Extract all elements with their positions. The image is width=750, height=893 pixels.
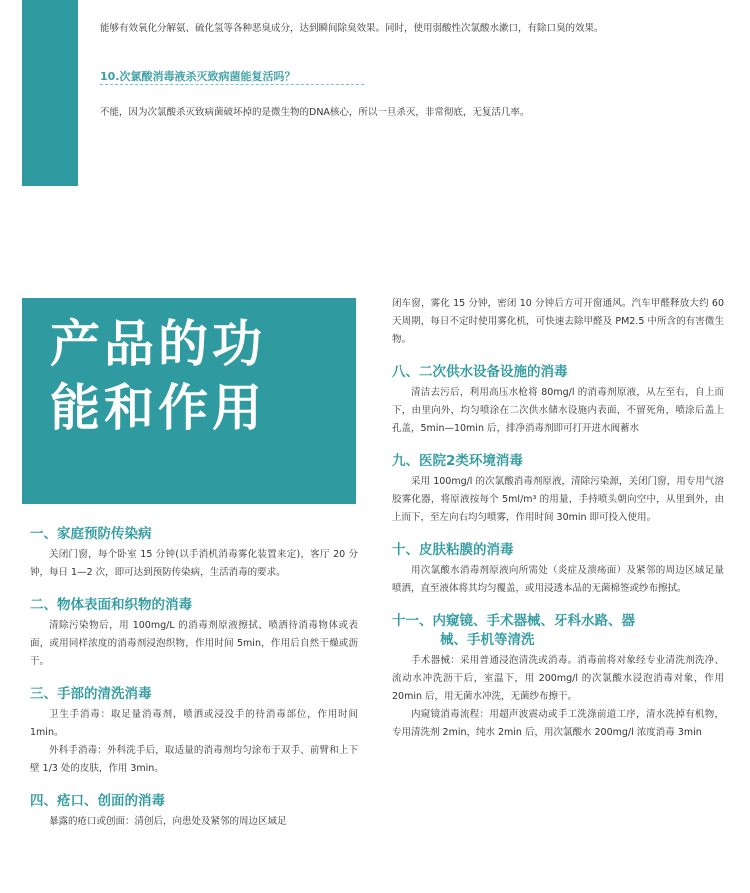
banner-title-line-2: 能和作用 [50, 379, 266, 437]
intro-paragraph: 能够有效氧化分解氨、硫化氢等各种恶臭成分，达到瞬间除臭效果。同时，使用弱酸性次氯酸水漱口，有除口臭的效果。 [100, 22, 604, 34]
section-medical-instruments [392, 612, 724, 742]
left-column [30, 525, 358, 845]
section-heading: 四、疮口、创面的消毒 [30, 793, 165, 809]
faq-question-10: 10.次氯酸消毒液杀灭致病菌能复活吗？ [100, 70, 296, 83]
section-text: 卫生手消毒：取足量消毒剂，喷洒或浸没手的待消毒部位，作用时间 1min。 [30, 709, 358, 738]
section-heading: 八、二次供水设备设施的消毒 [392, 364, 568, 380]
section-wound-disinfection [30, 792, 358, 831]
section-heading: 三、手部的清洗消毒 [30, 686, 152, 702]
section-surface-disinfection [30, 596, 358, 671]
section-hospital-environment [392, 452, 724, 527]
section-skin-mucosa [392, 541, 724, 598]
section-text: 手术器械：采用普通浸泡清洗或消毒。消毒前将对象经专业清洗剂洗净、流动水冲洗沥干后，室温下，用 200mg/l 的次氯酸水浸泡消毒对象，作用 20min 后，用无菌水冲洗，无菌纱布擦干。 [392, 655, 724, 702]
section-hand-disinfection [30, 685, 358, 778]
banner-title-line-1: 产品的功 [50, 315, 266, 373]
right-column [392, 295, 724, 756]
section-text: 闭车窗，雾化 15 分钟，密闭 10 分钟后方可开窗通风。汽车甲醛释放大约 60 天周期，每日不定时使用雾化机，可快速去除甲醛及 PM2.5 中所含的有害微生物。 [392, 298, 724, 345]
faq-answer-10: 不能，因为次氯酸杀灭致病菌破坏掉的是微生物的DNA核心，所以一旦杀灭，非常彻底，无复活几率。 [100, 106, 530, 118]
section-car-continued [392, 295, 724, 349]
section-text: 暴露的疮口或创面：清创后，向患处及紧邻的周边区域足 [49, 816, 287, 827]
section-title-banner [22, 298, 356, 504]
section-heading: 一、家庭预防传染病 [30, 526, 152, 542]
section-text: 清洁去污后，利用高压水枪将 80mg/l 的消毒剂原液，从左至右，自上而下，由里向外，均匀喷涂在二次供水储水设施内表面，不留死角，喷涂后盖上孔盖，5min—10min 后，排净消毒剂即可打开进水阀蓄水 [392, 387, 724, 434]
section-heading-line-2: 械、手机等清洗 [440, 632, 535, 648]
section-text: 外科手消毒：外科洗手后，取适量的消毒剂均匀涂布于双手、前臂和上下壁 1/3 处的皮肤，作用 3min。 [30, 745, 358, 774]
section-heading: 十、皮肤粘膜的消毒 [392, 542, 514, 558]
section-text: 采用 100mg/l 的次氯酸消毒剂原液，清除污染源，关闭门窗，用专用气溶胶雾化器，将原液按每个 5ml/m³ 的用量，手持喷头朝向空中，从里到外，由上而下，至左向右均匀喷雾，作用时间 30min 即可投入使用。 [392, 476, 724, 523]
section-text: 用次氯酸水消毒剂原液向所需处（炎症及溃疡面）及紧邻的周边区域足量喷洒，直至液体将其均匀覆盖，或用浸透本品的无菌棉签或纱布擦拭。 [392, 565, 724, 594]
section-heading [392, 612, 724, 650]
question-divider [100, 84, 364, 85]
section-text: 关闭门窗，每个卧室 15 分钟(以手消机消毒雾化装置来定)，客厅 20 分钟，每日 1—2 次，即可达到预防传染病，生活消毒的要求。 [30, 549, 358, 578]
section-water-supply [392, 363, 724, 438]
section-heading: 二、物体表面和织物的消毒 [30, 597, 192, 613]
section-heading-line-1: 十一、内窥镜、手术器械、牙科水路、器 [392, 613, 635, 629]
section-home-prevention [30, 525, 358, 582]
section-text: 清除污染物后，用 100mg/L 的消毒剂原液擦拭、喷洒待消毒物体或表面，或用同样浓度的消毒剂浸泡织物，作用时间 5min，作用后自然干燥或沥干。 [30, 620, 358, 667]
section-heading: 九、医院2类环境消毒 [392, 453, 523, 469]
top-accent-bar [22, 0, 78, 186]
section-text: 内窥镜消毒流程：用超声波震动或手工洗涤前道工序，清水洗掉有机物，专用清洗剂 2min，纯水 2min 后，用次氯酸水 200mg/l 浓度消毒 3min [392, 709, 724, 738]
